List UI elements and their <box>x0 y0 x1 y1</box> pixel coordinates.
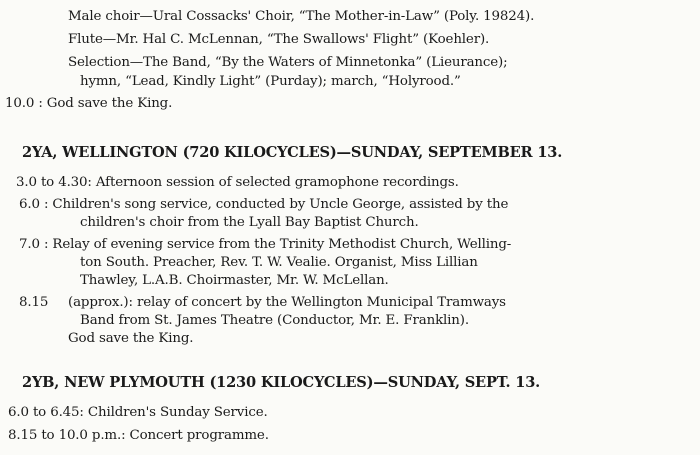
schedule-item: 7.0 : Relay of evening service from the Trinity Methodist Church, Welling- <box>19 237 512 252</box>
program-line: Flute—Mr. Hal C. McLennan, “The Swallows' Flight” (Koehler). <box>68 32 490 47</box>
section-heading-2yb: 2YB, NEW PLYMOUTH (1230 KILOCYCLES)—SUNDAY, SEPT. 13. <box>22 374 541 391</box>
program-line: Male choir—Ural Cossacks' Choir, “The Mother-in-Law” (Poly. 19824). <box>68 9 535 24</box>
program-line: 10.0 : God save the King. <box>5 96 173 111</box>
schedule-item-cont: Band from St. James Theatre (Conductor, Mr. E. Franklin). <box>80 313 469 328</box>
schedule-time: 8.15 <box>19 295 49 310</box>
schedule-item: 8.15 to 10.0 p.m.: Concert programme. <box>8 428 269 443</box>
schedule-item-cont: Thawley, L.A.B. Choirmaster, Mr. W. McLellan. <box>80 273 389 288</box>
schedule-item: (approx.): relay of concert by the Wellington Municipal Tramways <box>68 295 506 310</box>
schedule-item-cont: children's choir from the Lyall Bay Baptist Church. <box>80 215 419 230</box>
schedule-item: God save the King. <box>68 331 194 346</box>
section-heading-2ya: 2YA, WELLINGTON (720 KILOCYCLES)—SUNDAY, SEPTEMBER 13. <box>22 144 563 161</box>
schedule-item: 3.0 to 4.30: Afternoon session of selected gramophone recordings. <box>16 175 459 190</box>
program-line: hymn, “Lead, Kindly Light” (Purday); march, “Holyrood.” <box>80 74 461 89</box>
schedule-item: 6.0 : Children's song service, conducted by Uncle George, assisted by the <box>19 197 509 212</box>
schedule-item: 6.0 to 6.45: Children's Sunday Service. <box>8 405 268 420</box>
schedule-item-cont: ton South. Preacher, Rev. T. W. Vealie. Organist, Miss Lillian <box>80 255 478 270</box>
program-line: Selection—The Band, “By the Waters of Minnetonka” (Lieurance); <box>68 55 508 70</box>
